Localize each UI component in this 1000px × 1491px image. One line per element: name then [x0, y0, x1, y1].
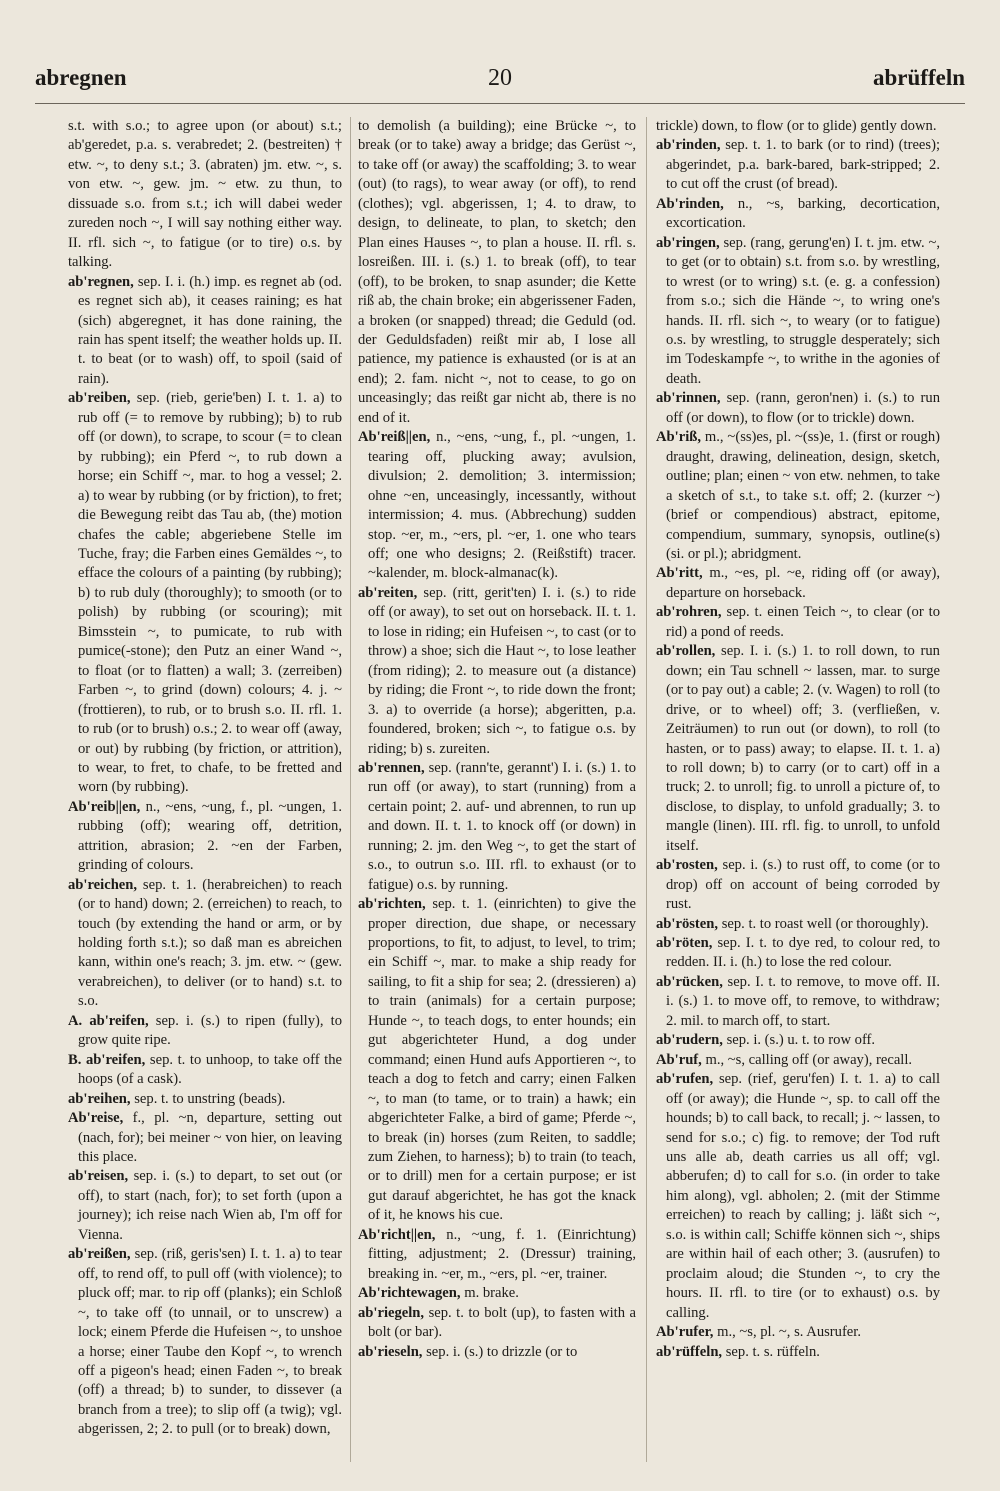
dictionary-entry — [68, 876, 342, 1012]
entry-definition: n., ~ung, f. 1. (Einrichtung) fitting, adjustment; 2. (Dressur) training, breaking in. ~er, m., ~ers, pl. ~er, trainer. — [368, 1226, 636, 1282]
dictionary-entry — [656, 1051, 940, 1070]
entry-headword: ab'regnen, — [68, 273, 134, 290]
entry-headword: ab'reiben, — [68, 390, 131, 407]
dictionary-entry — [68, 1051, 342, 1090]
entry-headword: Ab'reiß||en, — [358, 429, 431, 446]
entry-headword: Ab'reise, — [68, 1110, 124, 1127]
entry-headword: ab'rennen, — [358, 759, 425, 776]
entry-definition: sep. (rann'te, gerannt') I. i. (s.) 1. to run off (or away), to start (running) from a certain point; 2. auf- und abrennen, to run up and down. II. t. 1. to knock off (or down) in running; 2. jm. den Weg ~, to get the start of s.o., to outrun s.o. III. rfl. to exhaust (or to fatigue) o.s. by running. — [368, 759, 636, 893]
entry-headword: ab'rohren, — [656, 604, 722, 621]
dictionary-entry — [656, 117, 940, 136]
dictionary-entry — [68, 1245, 342, 1440]
dictionary-entry — [656, 1070, 940, 1323]
entry-headword: ab'rüffeln, — [656, 1343, 723, 1360]
entry-headword: Ab'ruf, — [656, 1051, 702, 1068]
entry-headword: ab'rinden, — [656, 137, 721, 154]
entry-definition: sep. t. to unhoop, to take off the hoops (of a cask). — [78, 1051, 342, 1088]
entry-definition: sep. t. 1. to bark (or to rind) (trees); abgerindet, p.a. bark-bared, bark-stripped; 2. to cut off the crust (of bread). — [666, 137, 940, 193]
entry-definition: n., ~ens, ~ung, f., pl. ~ungen, 1. tearing off, plucking away; avulsion, divulsion; 2. demolition; 3. intermission; ohne ~en, unceasingly, incessantly, without intermission; 4. mus. (Abbrechung) sudden stop. ~er, m., ~ers, pl. ~er, 1. one who tears off; one who designs; 2. (Reißstift) tracer. ~kalender, m. block-almanac(k). — [368, 429, 636, 582]
dictionary-entry — [656, 564, 940, 603]
entry-headword: Ab'richt||en, — [358, 1226, 436, 1243]
entry-definition: f., pl. ~n, departure, setting out (nach, for); bei meiner ~ von hier, on leaving this place. — [78, 1110, 342, 1166]
entry-headword: ab'rollen, — [656, 643, 716, 660]
entry-definition: sep. I. i. (s.) 1. to roll down, to run down; ein Tau schnell ~ lassen, mar. to surge (or to pay out) a cable; 2. (v. Wagen) to roll (to drive, or to wheel) off; 3. (verfließen, v. Zeiträumen) to run out (or down), to roll (to hasten, or to pass) away; to elapse. II. t. 1. a) to roll down; b) to carry (or to cart) off in a truck; 2. to unroll; fig. to unroll a picture of, to disclose, to display, to unfold gradually; 3. to mangle (linen). III. rfl. fig. to unroll, to unfold itself. — [666, 643, 940, 854]
entry-definition: m., ~es, pl. ~e, riding off (or away), departure on horseback. — [666, 565, 940, 601]
dictionary-entry — [656, 428, 940, 564]
entry-headword: ab'rudern, — [656, 1032, 723, 1049]
entry-definition: sep. (riß, geris'sen) I. t. 1. a) to tear off, to rend off, to pull off (with violence); to pluck off; mar. to rip off (planks); ein Schloß ~, to take off (to unnail, or to unscrew) a lock; einem Pferde die Hufeisen ~, to unshoe a horse; einer Taube den Kopf ~, to wrench off a pigeon's head; einen Faden ~, to break (off) a thread; b) to sunder, to dissever (a branch from a tree); to slip off (a twig); vgl. abgerissen, 2; 2. to pull (or to break) down, — [78, 1246, 342, 1438]
dictionary-entry — [656, 234, 940, 390]
entry-headword: Ab'ritt, — [656, 565, 703, 582]
entry-definition: sep. t. s. rüffeln. — [725, 1343, 820, 1360]
dictionary-entry — [656, 973, 940, 1031]
entry-headword: Ab'rufer, — [656, 1324, 714, 1341]
dictionary-entry — [656, 1031, 940, 1050]
dictionary-entry — [656, 195, 940, 234]
entry-definition: sep. i. (s.) to depart, to set out (or off), to start (nach, for); to set forth (upon a journey); ich reise nach Wien ab, I'm off for Vienna. — [78, 1168, 342, 1243]
entry-definition: m., ~s, calling off (or away), recall. — [705, 1051, 913, 1068]
dictionary-entry — [656, 389, 940, 428]
entry-definition: sep. (rief, geru'fen) I. t. 1. a) to call off (or away); die Hunde ~, sp. to call off the hounds; b) to call back, to recall; j. ~ lassen, to send for s.o.; c) fig. to remove; der Tod ruft uns alle ab, death carries us all off; vgl. abberufen; d) to call for s.o. (in order to take him along), vgl. abholen; 2. (mit der Stimme erreichen) to reach by calling; j. läßt sich ~, s.o. is within call; Schiffe können sich ~, ships are within hail of each other; 3. (ausrufen) to proclaim aloud; die Stunden ~, to cry the hours. II. rfl. to tire (or to exhaust) o.s. by calling. — [666, 1071, 940, 1321]
entry-headword: ab'rinnen, — [656, 390, 721, 407]
entry-headword: ab'reisen, — [68, 1168, 129, 1185]
header-rule — [35, 103, 965, 104]
entry-headword: ab'rosten, — [656, 857, 718, 874]
column-1 — [68, 117, 342, 1462]
entry-headword: ab'rösten, — [656, 915, 719, 932]
entry-headword: Ab'reib||en, — [68, 798, 141, 815]
entry-headword: ab'ringen, — [656, 234, 720, 251]
entry-headword: ab'rufen, — [656, 1071, 714, 1088]
entry-headword: ab'reiten, — [358, 584, 418, 601]
entry-definition: s.t. with s.o.; to agree upon (or about) s.t.; ab'geredet, p.a. s. verabredet; 2. (bestreiten) † etw. ~, to deny s.t.; 3. (abraten) jm. etw. ~, s. von etw. ~, gew. jm. ~ etw. zu thun, to dissuade s.o. from s.t.; ich will dabei weder zureden noch ~, I will say nothing either way. II. rfl. sich ~, to fatigue (or to tire) o.s. by talking. — [68, 118, 342, 271]
page-number: 20 — [488, 65, 512, 91]
entry-definition: m., ~s, pl. ~, s. Ausrufer. — [717, 1324, 861, 1341]
entry-headword: ab'riegeln, — [358, 1304, 425, 1321]
entry-definition: n., ~s, barking, decortication, excortication. — [666, 195, 940, 232]
dictionary-entry — [68, 1012, 342, 1051]
entry-definition: sep. t. to roast well (or thoroughly). — [721, 915, 929, 932]
entry-definition: sep. i. (s.) to ripen (fully), to grow quite ripe. — [78, 1012, 342, 1049]
entry-definition: sep. (rieb, gerie'ben) I. t. 1. a) to rub off (= to remove by rubbing); b) to rub off (or down), to scrape, to scour (= to clean by rubbing); ein Pferd ~, to rub down a horse; ein Schiff ~, mar. to hog a vessel; 2. a) to wear by rubbing (or by friction), to fret; die Bewegung reibt das Tau ab, (the) motion chafes the cable; abgeriebene Stelle im Tuche, fray; die Farben eines Gemäldes ~, to efface the colours of a painting (by rubbing); b) to rub duly (thoroughly); to smooth (or to polish) by rubbing (or scouring); mit Bimsstein ~, to pumicate, to rub with pumice(-stone); den Putz an einer Wand ~, to float (or to flatten) a wall; 3. (zerreiben) Farben ~, to grind (down) colours; 4. j. ~ (frottieren), to rub, or to brush s.o. II. rfl. 1. to rub (or to brush) o.s.; 2. to wear off (away, or out) by rubbing (by friction, or attrition), to wear, to fret, to chafe, to be fretted and worn (by rubbing). — [78, 390, 342, 796]
dictionary-entry — [656, 915, 940, 934]
dictionary-entry — [358, 428, 636, 584]
dictionary-entry — [656, 1323, 940, 1342]
dictionary-entry — [358, 1226, 636, 1284]
entry-definition: sep. t. einen Teich ~, to clear (or to rid) a pond of reeds. — [666, 604, 940, 640]
column-divider — [350, 117, 351, 1462]
entry-headword: B. ab'reifen, — [68, 1051, 146, 1068]
dictionary-entry — [68, 798, 342, 876]
dictionary-entry — [68, 117, 342, 273]
entry-headword: ab'reichen, — [68, 876, 138, 893]
entry-definition: sep. t. 1. (herabreichen) to reach (or to hand) down; 2. (erreichen) to reach, to touch (by extending the hand or arm, or by holding forth s.t.); so daß man es abreichen kann, within one's reach; 3. jm. etw. ~ (gew. verabreichen), to deliver (or to hand) s.t. to s.o. — [78, 876, 342, 1010]
dictionary-entry — [358, 895, 636, 1226]
entry-definition: m. brake. — [464, 1285, 519, 1302]
dictionary-entry — [358, 117, 636, 428]
entry-definition: sep. t. 1. (einrichten) to give the proper direction, due shape, or necessary proportions, to fit, to adjust, to level, to trim; ein Schiff ~, mar. to make a ship ready for sailing, to fit a ship for sea; 2. (dressieren) a) to train (animals) for a certain purpose; Hunde ~, to teach dogs, to enter hounds; ein gut abgerichteter Hund, a dog under command; einen Hund aufs Apportieren ~, to teach a dog to fetch and carry; einen Falken ~, to man (to tame, or to train) a hawk; ein abgerichteter Falke, a bird of game; Pferde ~, to break (in) horses (zum Reiten, to saddle; zum Ziehen, to harness); b) to train (to teach, or to drill) men for a certain purpose; er ist gut darauf abgerichtet, he has got the knack of it, he knows his cue. — [368, 896, 636, 1224]
entry-definition: n., ~ens, ~ung, f., pl. ~ungen, 1. rubbing (off); wearing off, detrition, attrition, abrasion; 2. ~en der Farben, grinding of colours. — [78, 798, 342, 874]
entry-definition: sep. (rann, geron'nen) i. (s.) to run off (or down), to flow (or to trickle) down. — [666, 390, 940, 426]
entry-headword: Ab'rinden, — [656, 195, 724, 212]
dictionary-entry — [68, 273, 342, 390]
dictionary-entry — [358, 759, 636, 895]
dictionary-entry — [656, 934, 940, 973]
column-divider — [646, 117, 647, 1462]
dictionary-entry — [656, 136, 940, 194]
dictionary-entry — [656, 856, 940, 914]
dictionary-entry — [656, 642, 940, 856]
dictionary-entry — [68, 389, 342, 798]
dictionary-entry — [656, 603, 940, 642]
entry-definition: sep. (rang, gerung'en) I. t. jm. etw. ~, to get (or to obtain) s.t. from s.o. by wrestling, to wrest (or to wring) s.t. (e. g. a confession) from s.o.; sich die Hände ~, to wring one's hands. II. rfl. sich ~, to weary (or to fatigue) o.s. by wrestling, to struggle desperately; sich im Todeskampfe ~, to writhe in the agonies of death. — [666, 234, 940, 387]
dictionary-entry — [358, 1284, 636, 1303]
entry-definition: to demolish (a building); eine Brücke ~, to break (or to take) away a bridge; das Gerüst ~, to take off (or away) the scaffolding; 3. to wear (out) (to rags), to wear away (or off), to rend (clothes); vgl. abgerissen, 1; 4. to draw, to design, to delineate, to plan, to sketch; den Plan eines Hauses ~, to plan a house. II. rfl. s. losreißen. III. i. (s.) 1. to break (off), to tear (off), to be broken, to snap asunder; die Kette riß ab, the chain broke; ein abgerissener Faden, a broken (or snapped) thread; die Geduld (od. der Geduldsfaden) reißt mir ab, I lose all patience, my patience is exhausted (or is at an end); 2. fam. nicht ~, not to cease, to go on unceasingly; das reißt gar nicht ab, there is no end of it. — [358, 118, 636, 426]
dictionary-entry — [358, 1343, 636, 1362]
entry-definition: sep. t. to bolt (up), to fasten with a bolt (or bar). — [368, 1304, 636, 1341]
dictionary-entry — [68, 1167, 342, 1245]
dictionary-entry — [358, 584, 636, 759]
entry-headword: ab'röten, — [656, 935, 713, 952]
dictionary-entry — [68, 1109, 342, 1167]
entry-definition: sep. i. (s.) u. t. to row off. — [726, 1032, 876, 1049]
right-guide-word: abrüffeln — [873, 65, 965, 90]
entry-headword: Ab'richtewagen, — [358, 1285, 461, 1302]
dictionary-entry — [656, 1343, 940, 1362]
entry-definition: sep. I. t. to dye red, to colour red, to redden. II. i. (h.) to lose the red colour. — [666, 935, 940, 971]
dictionary-entry — [358, 1304, 636, 1343]
entry-headword: ab'richten, — [358, 896, 426, 913]
entry-definition: trickle) down, to flow (or to glide) gently down. — [656, 118, 937, 134]
entry-headword: A. ab'reifen, — [68, 1012, 149, 1029]
entry-headword: ab'reißen, — [68, 1246, 131, 1263]
column-3 — [656, 117, 940, 1462]
entry-definition: sep. (ritt, gerit'ten) I. i. (s.) to ride off (or away), to set out on horseback. II. t. 1. to lose in riding; ein Hufeisen ~, to cast (or to throw) a shoe; sich die Haut ~, to lose leather (from riding); 2. to measure out (a distance) by riding; die Front ~, to ride down the front; 3. a) to override (a horse); abgeritten, p.a. foundered, broken; sich ~, to fatigue o.s. by riding; b) s. zureiten. — [368, 584, 636, 757]
entry-definition: sep. i. (s.) to rust off, to come (or to drop) off on account of being corroded by rust. — [666, 857, 940, 913]
entry-headword: Ab'riß, — [656, 429, 702, 446]
entry-definition: sep. t. to unstring (beads). — [134, 1090, 286, 1107]
entry-definition: sep. i. (s.) to drizzle (or to — [426, 1343, 578, 1360]
dictionary-entry — [68, 1090, 342, 1109]
column-2 — [358, 117, 636, 1462]
left-guide-word: abregnen — [35, 65, 127, 90]
entry-headword: ab'rücken, — [656, 973, 723, 990]
entry-headword: ab'reihen, — [68, 1090, 131, 1107]
entry-headword: ab'rieseln, — [358, 1343, 423, 1360]
entry-definition: sep. I. i. (h.) imp. es regnet ab (od. es regnet sich ab), it ceases raining; es hat (sich) abgeregnet, it has done raining, the rain has spent itself; the weather holds up. II. t. to beat (or to wash) off, to spoil (said of rain). — [78, 273, 342, 387]
entry-definition: m., ~(ss)es, pl. ~(ss)e, 1. (first or rough) draught, drawing, delineation, design, sketch, outline; plan; einen ~ von etw. nehmen, to take a sketch of s.t., to take s.t. off; 2. (kurzer ~) (brief or compendious) abstract, epitome, compendium, summary, synopsis, outline(s) (si. or pl.); abridgment. — [666, 429, 940, 562]
entry-definition: sep. I. t. to remove, to move off. II. i. (s.) 1. to move off, to remove, to withdraw; 2. mil. to march off, to start. — [666, 973, 940, 1029]
